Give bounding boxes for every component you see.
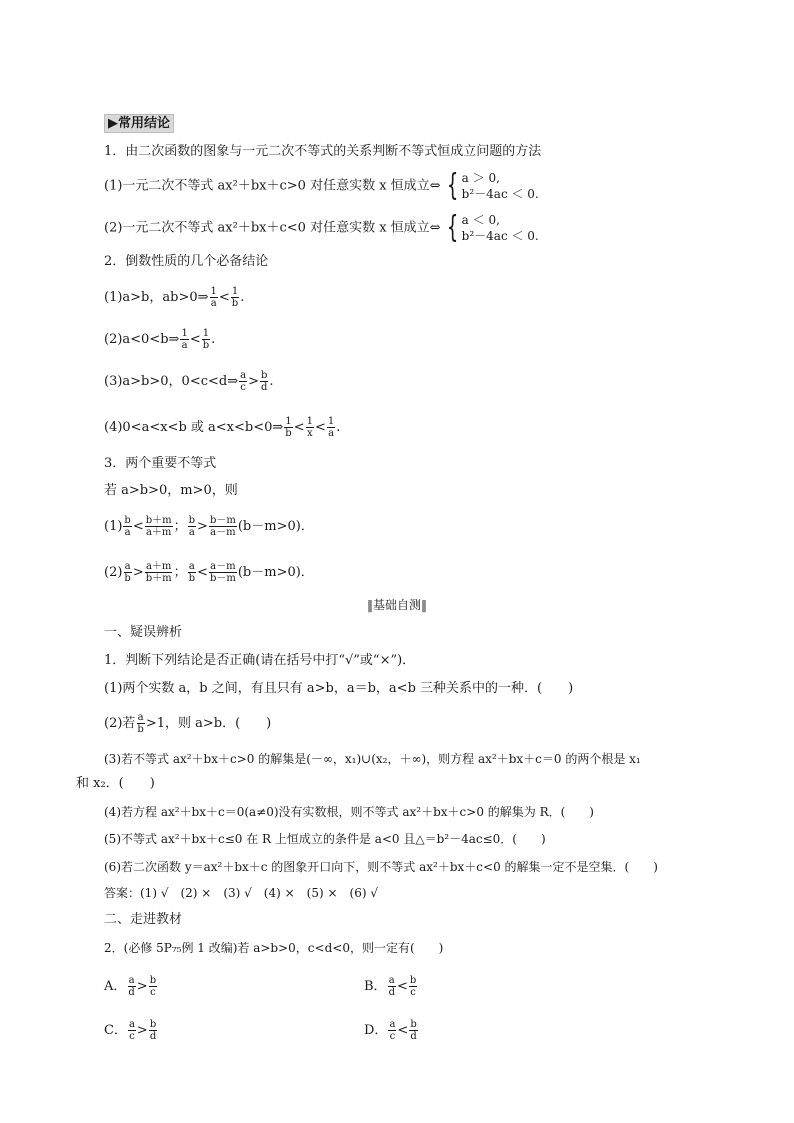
s2-item1: (1)a>b，ab>0⇒ $\frac{1}{a}$ < $\frac{1}{b}$ . [104, 286, 245, 309]
q1-p5: (5)不等式 ax²＋bx＋c≤0 在 R 上恒成立的条件是 a<0 且△＝b²－4ac≤0．( ) [104, 832, 546, 846]
s3-item2: (2) $\frac{a}{b}$ > $\frac{a+m}{b+m}$ ； $\frac{a}{b}$ < $\frac{a-m}{b-m}$ (b－m>0)． [104, 561, 314, 584]
q1-p2: (2)若 $\frac{a}{b}$ >1，则 a>b．( ) [104, 712, 272, 735]
s2-item2: (2)a<0<b⇒ $\frac{1}{a}$ < $\frac{1}{b}$ . [104, 328, 216, 351]
s3-title: 3．两个重要不等式 [104, 456, 217, 471]
s3-item1: (1) $\frac{b}{a}$ < $\frac{b+m}{a+m}$ ； $\frac{b}{a}$ > $\frac{b-m}{a-m}$ (b－m>0)． [104, 515, 314, 538]
q1-p6: (6)若二次函数 y＝ax²＋bx＋c 的图象开口向下，则不等式 ax²＋bx＋c<0 的解集一定不是空集．( ) [104, 860, 658, 874]
s3-condition: 若 a>b>0，m>0，则 [104, 483, 238, 498]
q2-option-a[interactable]: A． $\frac{a}{d}$ > $\frac{b}{c}$ [104, 975, 157, 998]
q1-p1: (1)两个实数 a，b 之间，有且只有 a>b，a＝b，a<b 三种关系中的一种．( ) [104, 681, 574, 696]
s2-item4: (4)0<a<x<b 或 a<x<b<0⇒ $\frac{1}{b}$ < $\frac{1}{x}$ < $\frac{1}{a}$ . [104, 416, 341, 439]
q2-option-c[interactable]: C． $\frac{a}{c}$ > $\frac{b}{d}$ [104, 1019, 157, 1042]
part2-heading: 二、走进教材 [104, 912, 183, 927]
q1-p3a: (3)若不等式 ax²＋bx＋c>0 的解集是(－∞，x₁)∪(x₂，＋∞)，则方程 ax²＋bx＋c＝0 的两个根是 x₁ [104, 752, 641, 766]
section-tag: ▶常用结论 [104, 115, 174, 133]
q1-p4: (4)若方程 ax²＋bx＋c＝0(a≠0)没有实数根，则不等式 ax²＋bx＋c>0 的解集为 R．( ) [104, 805, 594, 819]
q2-option-d[interactable]: D． $\frac{a}{c}$ < $\frac{b}{d}$ [364, 1019, 417, 1042]
q1-p3b: 和 x₂．( ) [76, 776, 155, 791]
section2-title: ‖基础自测‖ [366, 598, 427, 612]
s1-title: 1．由二次函数的图象与一元二次不等式的关系判断不等式恒成立问题的方法 [104, 144, 542, 159]
q1-stem: 1．判断下列结论是否正确(请在括号中打“√”或“×”)． [104, 653, 416, 668]
s1-item1: (1)一元二次不等式 ax²＋bx＋c>0 对任意实数 x 恒成立⇔ { a ＞ 0, b²－4ac ＜ 0. [104, 168, 539, 203]
s2-title: 2．倒数性质的几个必备结论 [104, 254, 269, 269]
s2-item3: (3)a>b>0，0<c<d⇒ $\frac{a}{c}$ > $\frac{b}{d}$ . [104, 370, 274, 393]
s1-item2: (2)一元二次不等式 ax²＋bx＋c<0 对任意实数 x 恒成立⇔ { a ＜ 0, b²－4ac ＜ 0. [104, 210, 539, 245]
q2-option-b[interactable]: B． $\frac{a}{d}$ < $\frac{b}{c}$ [364, 975, 417, 998]
q2-stem: 2．(必修 5P₇₅例 1 改编)若 a>b>0，c<d<0，则一定有( ) [104, 941, 444, 955]
q1-answer: 答案：(1) √ (2) × (3) √ (4) × (5) × (6) √ [104, 886, 378, 900]
part1-heading: 一、疑误辨析 [104, 625, 183, 640]
